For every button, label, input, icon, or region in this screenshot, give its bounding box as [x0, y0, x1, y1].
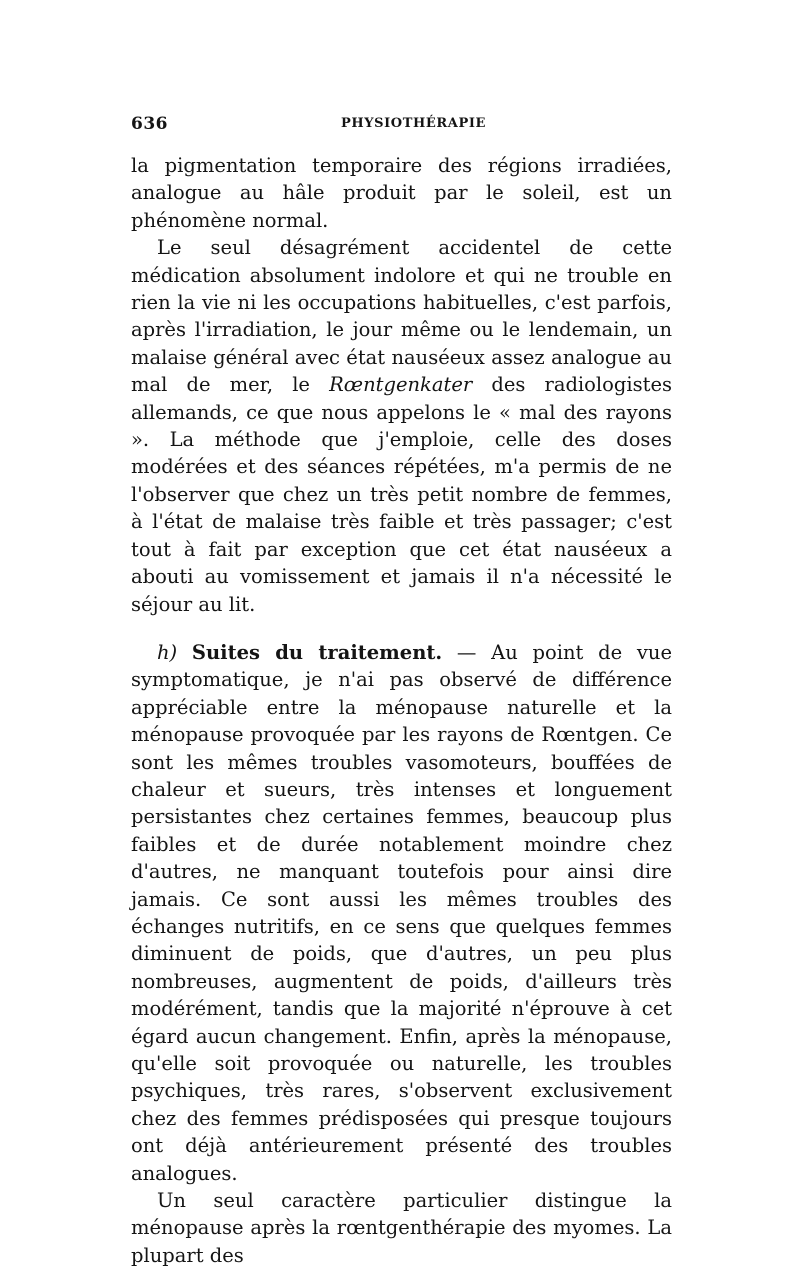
page-number: 636 [131, 114, 168, 134]
section-gap [131, 618, 672, 639]
paragraph-3 [131, 639, 672, 1187]
paragraph-2-text-end: des radiologistes allemands, ce que nous appelons le « mal des rayons ». La méthode que j'emploie, celle des doses modérées et des séances répétées, m'a permis de ne l'observer que chez un très petit nombre de femmes, à l'état de malaise très faible et très passager; c'est tout à fait par exception que cet état nauséeux a abouti au vomissement et jamais il n'a nécessité le séjour au lit. [131, 373, 672, 616]
running-head [131, 112, 672, 138]
paragraph-1: la pigmentation temporaire des régions irradiées, analogue au hâle produit par le soleil, est un phénomène normal. [131, 154, 672, 232]
paragraph-3-text: — Au point de vue symptomatique, je n'ai pas observé de différence appréciable entre la ménopause naturelle et la ménopause provoquée par les rayons de Rœntgen. Ce sont les mêmes troubles vasomoteurs, bouffées de chaleur et sueurs, très intenses et longuement persistantes chez certaines femmes, beaucoup plus faibles et de durée notablement moindre chez d'autres, ne manquant toutefois pour ainsi dire jamais. Ce sont aussi les mêmes troubles des échanges nutritifs, en ce sens que quelques femmes diminuent de poids, que d'autres, un peu plus nombreuses, augmentent de poids, d'ailleurs très modérément, tandis que la majorité n'éprouve à cet égard aucun changement. Enfin, après la ménopause, qu'elle soit provoquée ou naturelle, les troubles psychiques, très rares, s'observent exclusivement chez des femmes prédisposées qui presque toujours ont déjà antérieurement présenté des troubles analogues. [131, 640, 672, 1185]
paragraph-4: Un seul caractère particulier distingue la ménopause après la rœntgenthérapie des myomes. La plupart des [131, 1189, 672, 1267]
body-text [131, 152, 672, 1269]
running-title: PHYSIOTHÉRAPIE [341, 116, 487, 131]
section-label: h) [157, 640, 178, 664]
section-heading: Suites du traitement. [191, 640, 443, 664]
book-page [131, 112, 672, 1269]
paragraph-2 [131, 234, 672, 618]
paragraph-2-text-start: Le seul désagrément accidentel de cette médication absolument indolore et qui ne trouble en rien la vie ni les occupations habituelles, c'est parfois, après l'irradiation, le jour même ou le lendemain, un malaise général avec état nauséeux assez analogue au mal de mer, le [131, 236, 672, 397]
rontgenkater-term: Rœntgenkater [329, 373, 473, 397]
